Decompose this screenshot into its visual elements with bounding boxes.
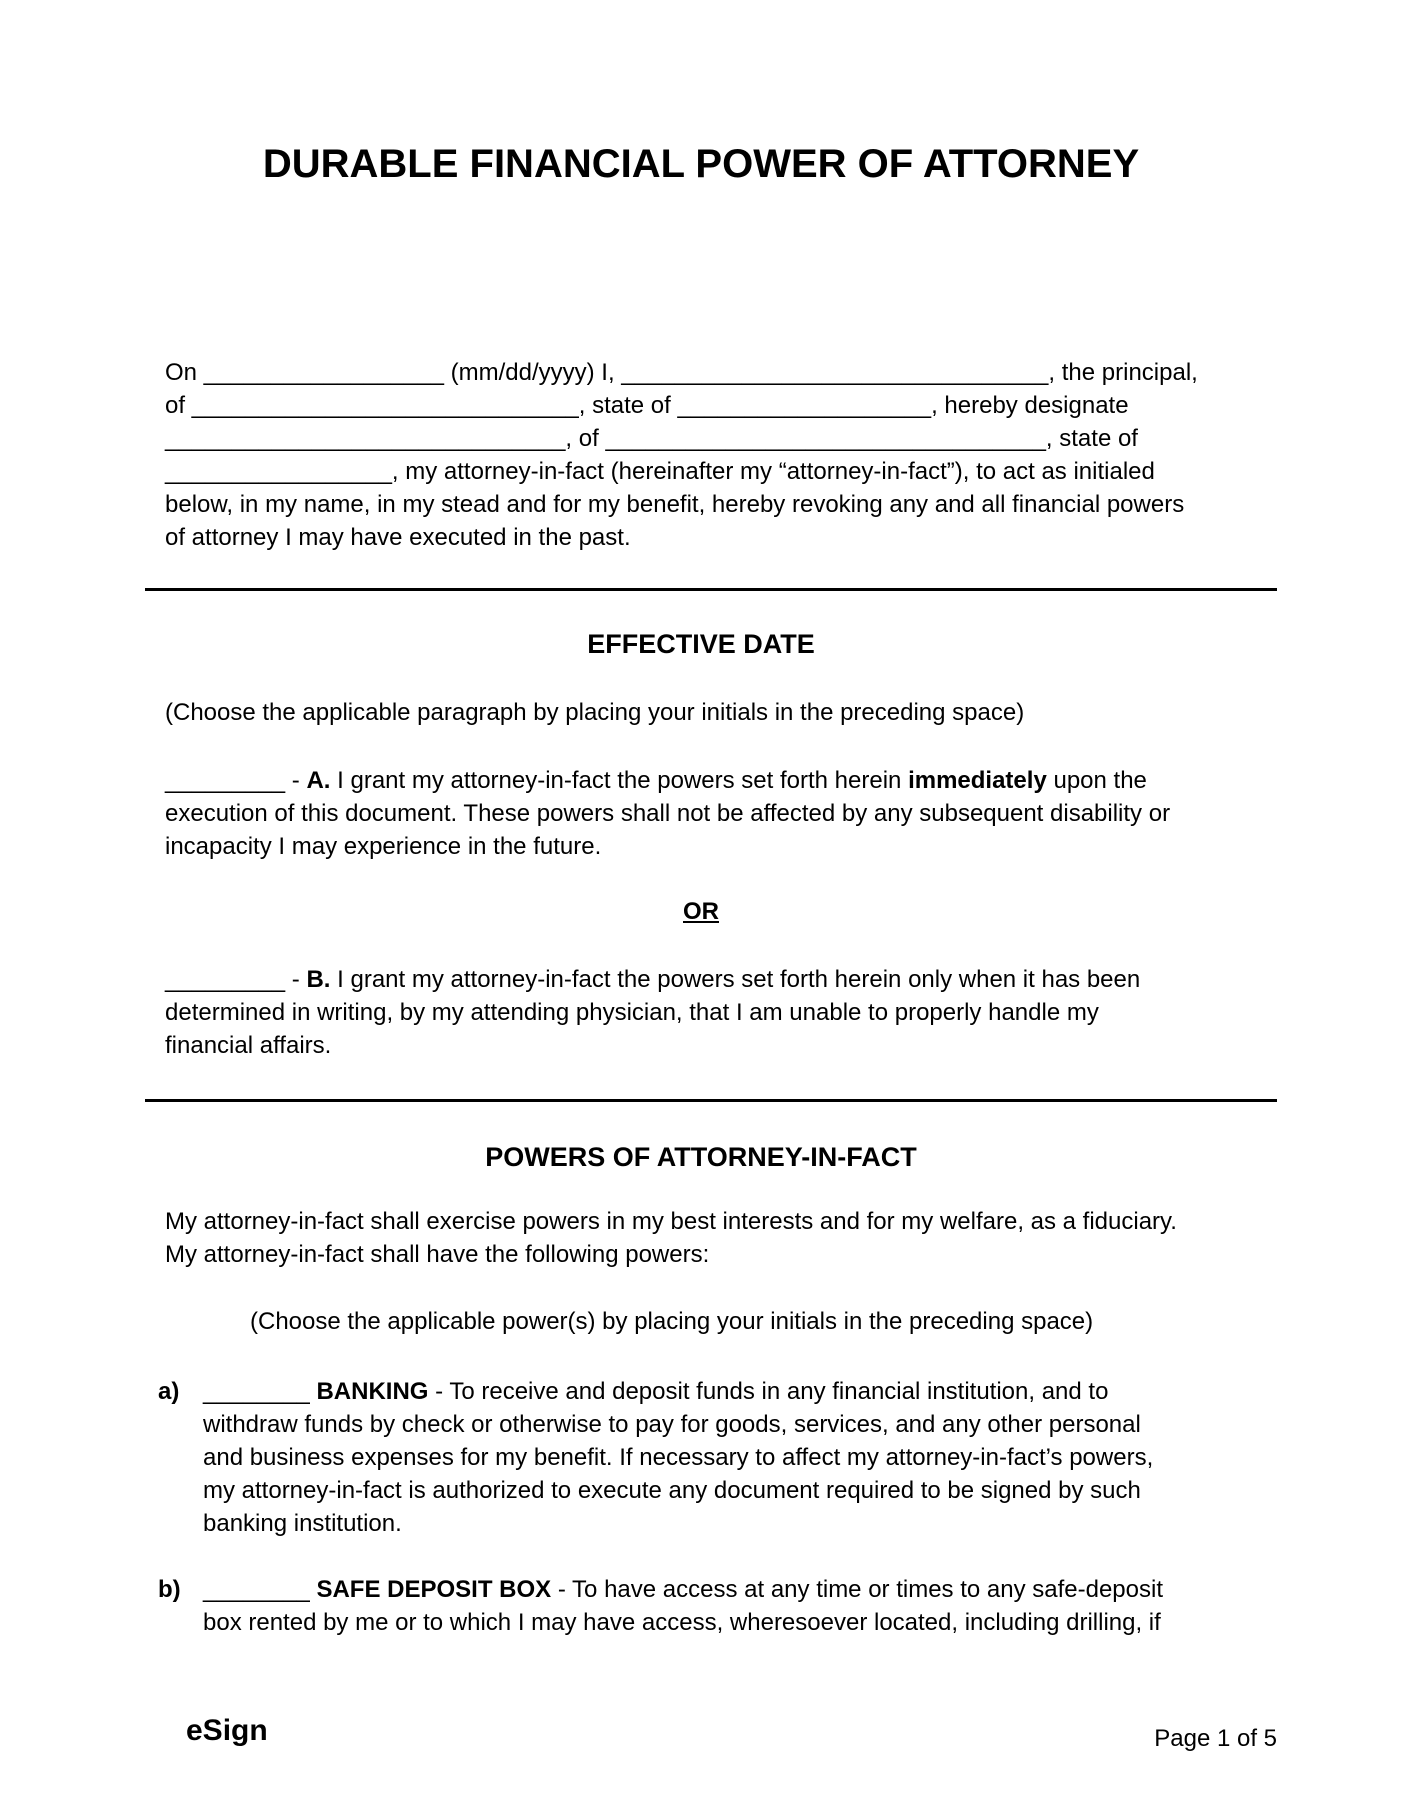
- power-item-label: b): [158, 1576, 181, 1603]
- document-title: DURABLE FINANCIAL POWER OF ATTORNEY: [262, 142, 1140, 186]
- choose-powers-instruction: (Choose the applicable power(s) by placing your initials in the preceding space): [250, 1308, 1094, 1335]
- option-b-paragraph: [165, 963, 1237, 1062]
- power-item-safe-deposit-box: [158, 1573, 1237, 1639]
- text-line: ______________________________, of _________________________________, state of: [165, 425, 1138, 452]
- or-separator: OR: [683, 898, 719, 925]
- choose-paragraph-instruction: (Choose the applicable paragraph by placing your initials in the preceding space): [165, 699, 1025, 726]
- text-line: My attorney-in-fact shall exercise powers in my best interests and for my welfare, as a fiduciary.: [165, 1208, 1177, 1235]
- text-line: incapacity I may experience in the future.: [165, 833, 602, 860]
- page-number: Page 1 of 5: [1154, 1725, 1277, 1752]
- option-a-paragraph: [165, 764, 1237, 863]
- text-line: of attorney I may have executed in the past.: [165, 524, 631, 551]
- text-line: banking institution.: [203, 1510, 402, 1537]
- text-line: _________ - B. I grant my attorney-in-fact the powers set forth herein only when it has been: [165, 966, 1141, 993]
- document-content: [158, 140, 1237, 1639]
- text-line: financial affairs.: [165, 1032, 332, 1059]
- section-divider: [145, 588, 1277, 591]
- esign-logo: eSign: [186, 1714, 268, 1747]
- power-item-text: [203, 1573, 1237, 1639]
- text-line: _________________, my attorney-in-fact (hereinafter my “attorney-in-fact”), to act as initialed: [165, 458, 1155, 485]
- text-line: box rented by me or to which I may have access, wheresoever located, including drilling, if: [203, 1609, 1161, 1636]
- section-divider: [145, 1099, 1277, 1102]
- text-line: _________ - A. I grant my attorney-in-fact the powers set forth herein immediately upon the: [165, 767, 1147, 794]
- text-line: My attorney-in-fact shall have the following powers:: [165, 1241, 710, 1268]
- text-line: execution of this document. These powers shall not be affected by any subsequent disability or: [165, 800, 1171, 827]
- intro-paragraph: [165, 356, 1237, 554]
- text-line: ________ SAFE DEPOSIT BOX - To have access at any time or times to any safe-deposit: [203, 1576, 1164, 1603]
- text-line: my attorney-in-fact is authorized to execute any document required to be signed by such: [203, 1477, 1141, 1504]
- text-line: below, in my name, in my stead and for my benefit, hereby revoking any and all financial powers: [165, 491, 1185, 518]
- power-item-banking: [158, 1375, 1237, 1540]
- text-line: determined in writing, by my attending physician, that I am unable to properly handle my: [165, 999, 1099, 1026]
- powers-heading: POWERS OF ATTORNEY-IN-FACT: [485, 1142, 917, 1172]
- text-line: withdraw funds by check or otherwise to pay for goods, services, and any other personal: [203, 1411, 1141, 1438]
- text-line: of _____________________________, state of ___________________, hereby designate: [165, 392, 1129, 419]
- power-item-label: a): [158, 1378, 180, 1405]
- fiduciary-paragraph: [165, 1205, 1237, 1271]
- text-line: ________ BANKING - To receive and deposit funds in any financial institution, and to: [203, 1378, 1109, 1405]
- effective-date-heading: EFFECTIVE DATE: [587, 629, 815, 659]
- power-item-text: [203, 1375, 1237, 1540]
- text-line: On __________________ (mm/dd/yyyy) I, ________________________________, the principal,: [165, 359, 1198, 386]
- text-line: and business expenses for my benefit. If necessary to affect my attorney-in-fact’s powers,: [203, 1444, 1154, 1471]
